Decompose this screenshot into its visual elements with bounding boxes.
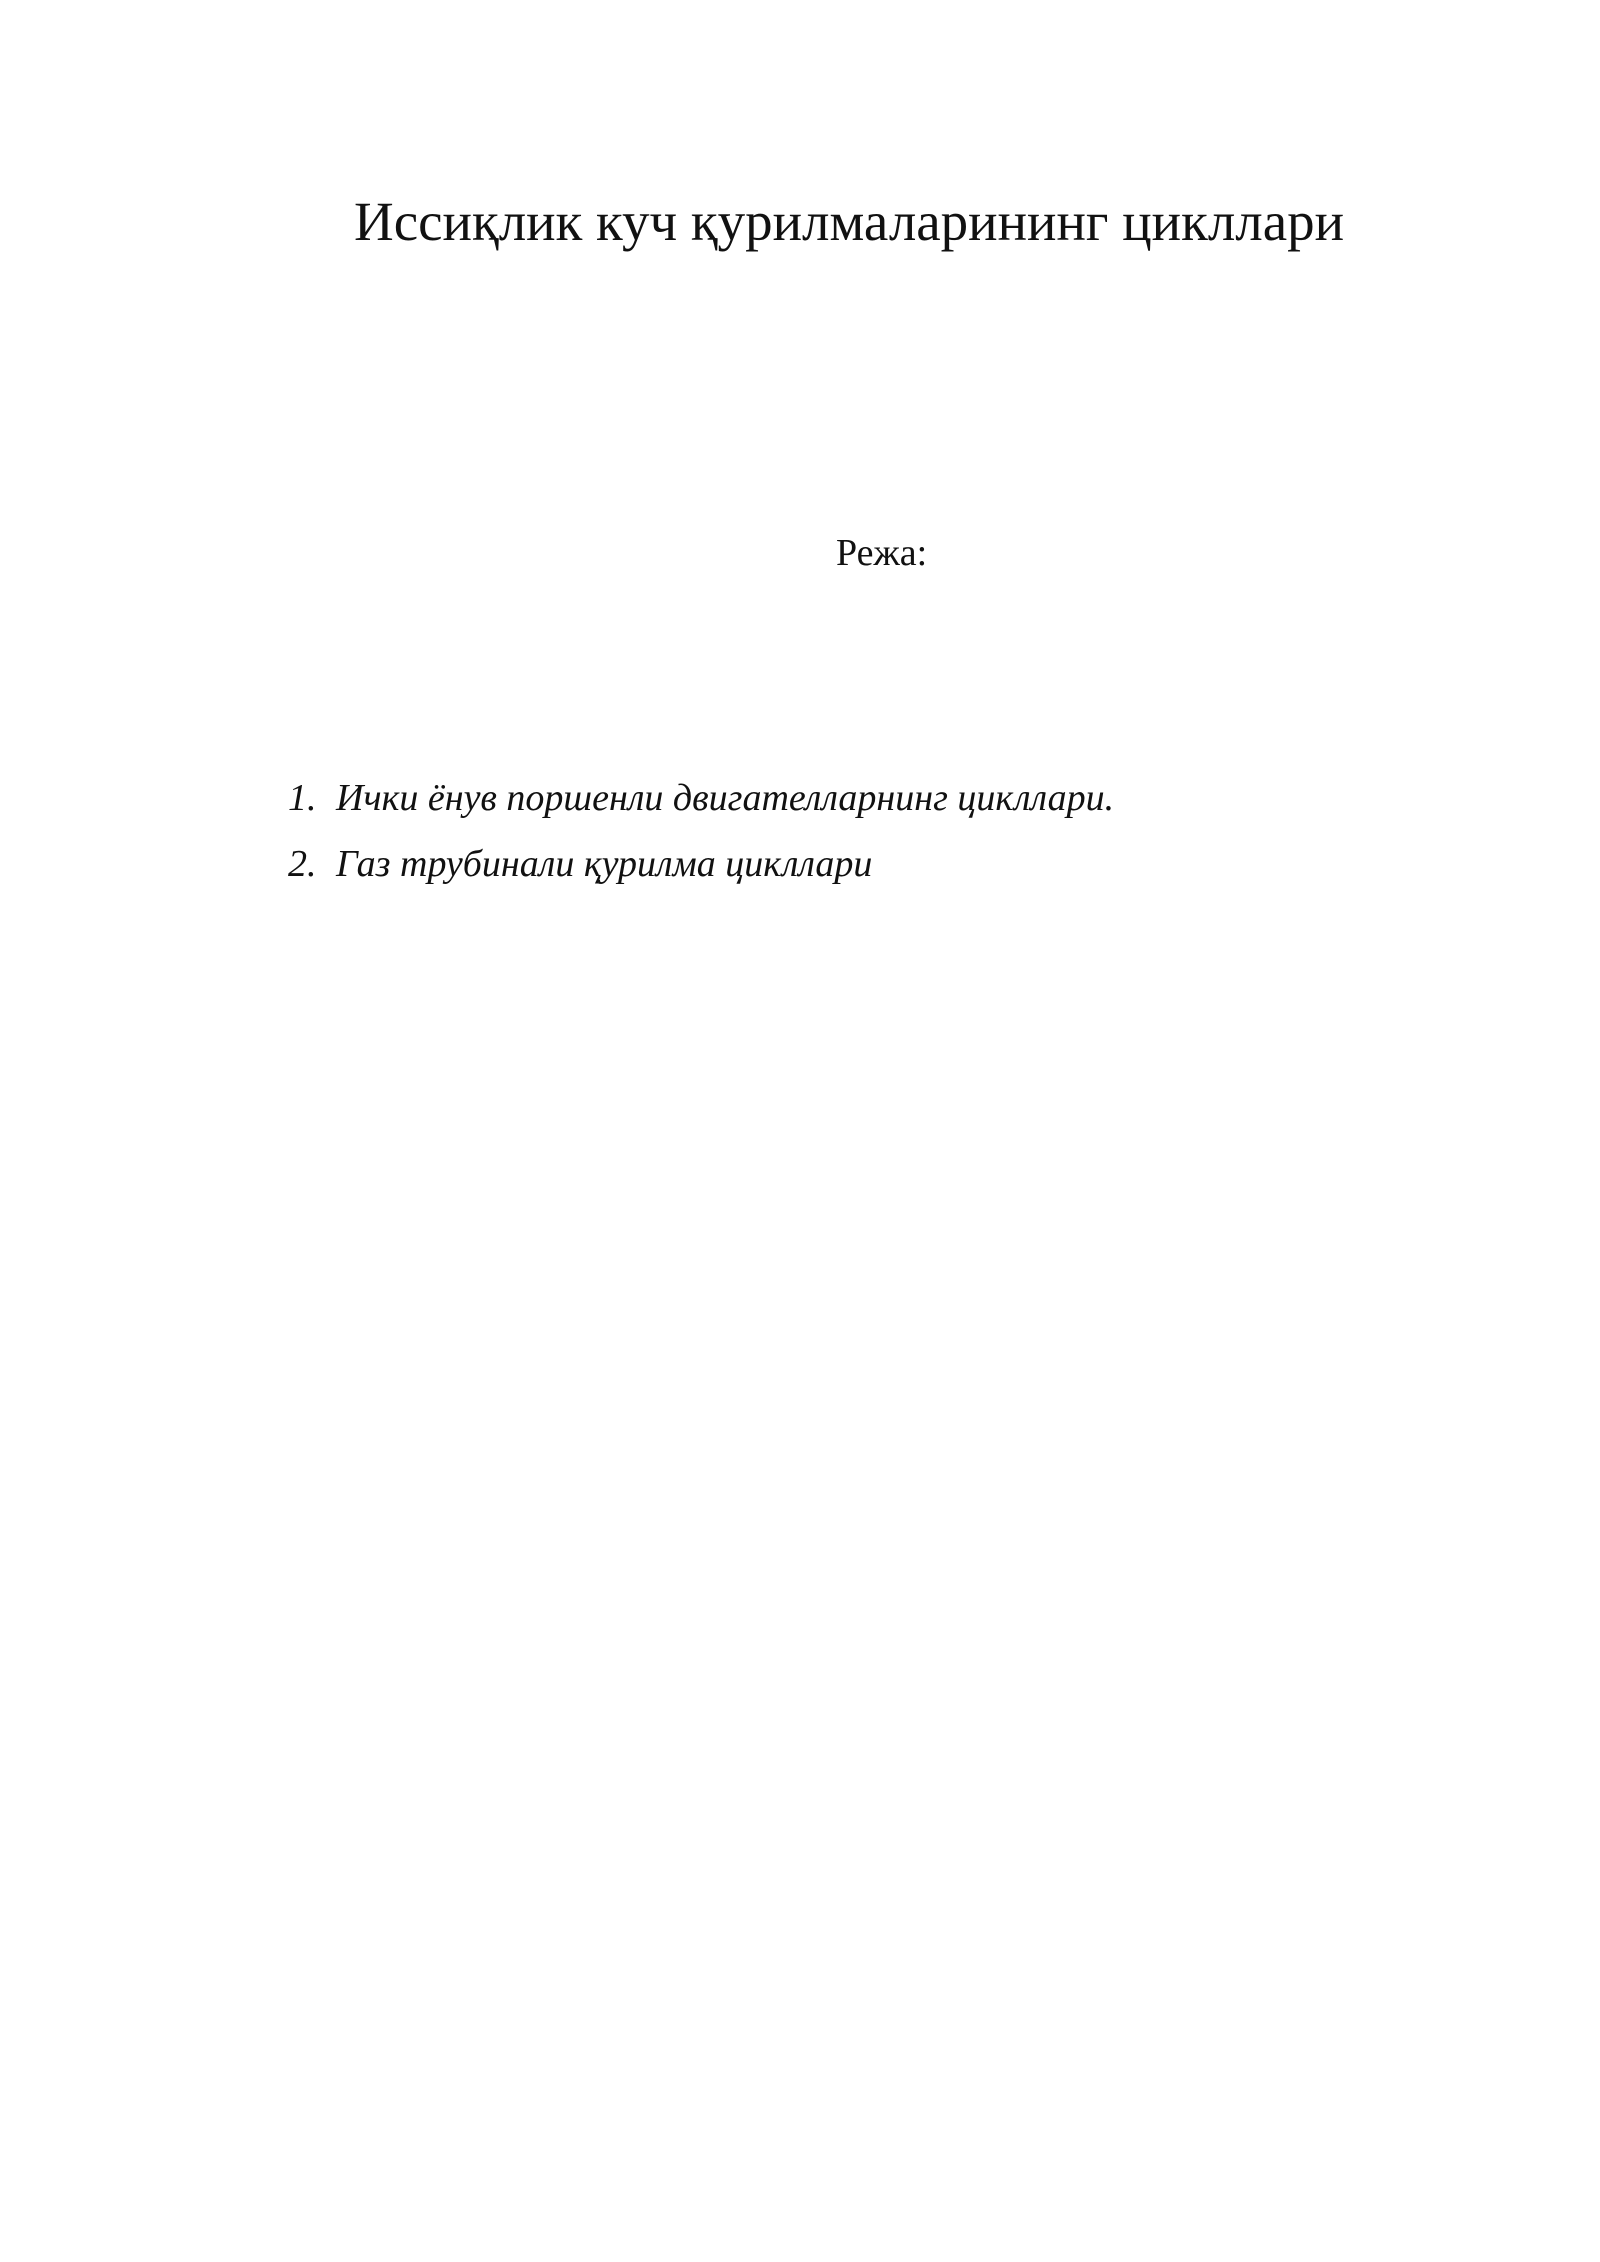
list-item-text: Газ трубинали қурилма цикллари (336, 843, 873, 885)
list-item (288, 841, 1114, 887)
list-item-text: Ички ёнув поршенли двигателларнинг цикллари. (336, 777, 1115, 819)
list-item (288, 775, 1114, 821)
list-item-number: 1. (288, 777, 317, 819)
plan-list (288, 775, 1114, 907)
plan-heading: Режа: (836, 532, 928, 574)
list-item-number: 2. (288, 843, 317, 885)
document-title: Иссиқлик куч қурилмаларининг цикллари (354, 191, 1345, 252)
